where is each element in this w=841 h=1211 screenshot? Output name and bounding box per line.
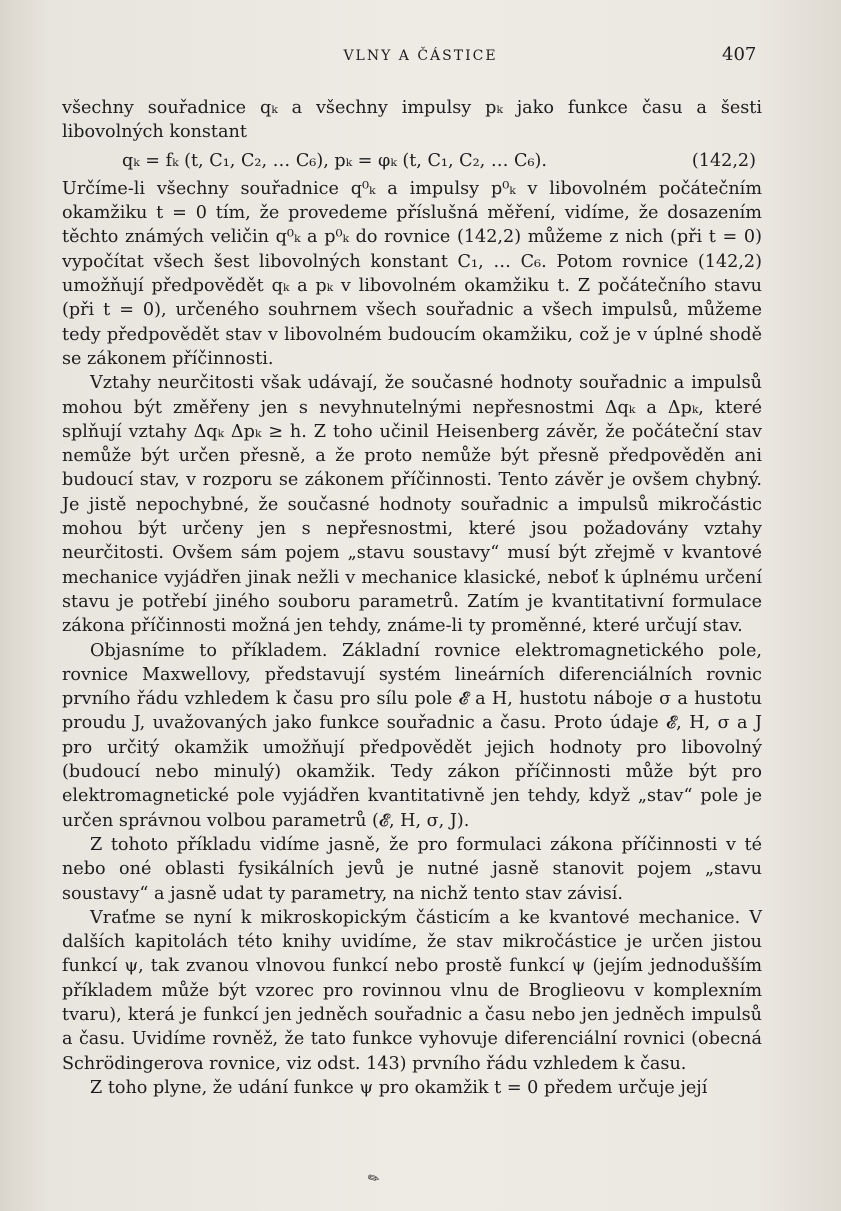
pencil-mark-icon: ✎ xyxy=(365,1169,384,1189)
intro-paragraph: všechny souřadnice qₖ a všechny impulsy pₖ jako funkce času a šesti libovolných konstant xyxy=(62,98,762,143)
equation-formula: qₖ = fₖ (t, C₁, C₂, … C₆), pₖ = φₖ (t, C₁, C₂, … C₆). xyxy=(122,150,548,171)
paragraph-state-concept: Z tohoto příkladu vidíme jasně, že pro formulaci zákona příčinnosti v té nebo oné oblasti fysikálních jevů je nutné jasně stanovit pojem „stavu soustavy“ a jasně udat ty parametry, na nichž tento stav závisí. xyxy=(62,834,762,904)
paragraph-maxwell-example: Objasníme to příkladem. Základní rovnice elektromagnetického pole, rovnice Maxwellovy, představují systém lineárních diferenciálních rovnic prvního řádu vzhledem k času pro sílu pole 𝓔 a H, hustotu náboje σ a hustotu proudu J, uvažovaných jako funkce souřadnic a času. Proto údaje 𝓔, H, σ a J pro určitý okamžik umožňují předpovědět jejich hodnoty pro libovolný (budoucí nebo minulý) okamžik. Tedy zákon příčinnosti může být pro elektromagnetické pole vyjádřen kvantitativně jen tehdy, když „stav“ pole je určen správnou volbou parametrů (𝓔, H, σ, J). xyxy=(62,640,762,831)
paragraph-wave-function: Vraťme se nyní k mikroskopickým částicím a ke kvantové mechanice. V dalších kapitolách této knihy uvidíme, že stav mikročástice je určen jistou funkcí ψ, tak zvanou vlnovou funkcí nebo prostě funkcí ψ (jejím jednodušším příkladem může být vzorec pro rovinnou vlnu de Broglieovu v komplexním tvaru), která je funkcí jen jedněch souřadnic a času nebo jen jedněch impulsů a času. Uvidíme rovněž, že tato funkce vyhovuje diferenciální rovnici (obecná Schrödingerova rovnice, viz odst. 143) prvního řádu vzhledem k času. xyxy=(62,907,762,1074)
page-body xyxy=(62,96,762,1100)
paragraph-uncertainty: Vztahy neurčitosti však udávají, že současné hodnoty souřadnic a impulsů mohou být změřeny jen s nevyhnutelnými nepřesnostmi Δqₖ a Δpₖ, které splňují vztahy Δqₖ Δpₖ ≥ h. Z toho učinil Heisenberg závěr, že počáteční stav nemůže být určen přesně, a že proto nemůže být přesně předpověděn ani budoucí stav, v rozporu se zákonem příčinnosti. Tento závěr je ovšem chybný. Je jistě nepochybné, že současné hodnoty souřadnic a impulsů mikročástic mohou být určeny jen s nepřesnostmi, které jsou požadovány vztahy neurčitosti. Ovšem sám pojem „stavu soustavy“ musí být zřejmě v kvantové mechanice vyjádřen jinak nežli v mechanice klasické, neboť k úplnému určení stavu je potřebí jiného souboru parametrů. Zatím je kvantitativní formulace zákona příčinnosti možná jen tehdy, známe-li ty proměnné, které určují stav. xyxy=(62,373,762,637)
equation-number: (142,2) xyxy=(691,150,756,171)
running-title: VLNY A ČÁSTICE xyxy=(343,48,498,64)
paragraph-conclusion: Z toho plyne, že udání funkce ψ pro okamžik t = 0 předem určuje její xyxy=(90,1077,708,1098)
page-number: 407 xyxy=(722,44,757,65)
equation-142-2 xyxy=(62,149,762,173)
paragraph-initial-state: Určíme-li všechny souřadnice q⁰ₖ a impulsy p⁰ₖ v libovolném počátečním okamžiku t = 0 tím, že provedeme příslušná měření, vidíme, že dosazením těchto známých veličin q⁰ₖ a p⁰ₖ do rovnice (142,2) můžeme z nich (při t = 0) vypočítat všech šest libovolných konstant C₁, … C₆. Potom rovnice (142,2) umožňují předpovědět qₖ a pₖ v libovolném okamžiku t. Z počátečního stavu (při t = 0), určeného souhrnem všech souřadnic a všech impulsů, můžeme tedy předpovědět stav v libovolném budoucím okamžiku, což je v úplné shodě se zákonem příčinnosti. xyxy=(62,178,762,369)
